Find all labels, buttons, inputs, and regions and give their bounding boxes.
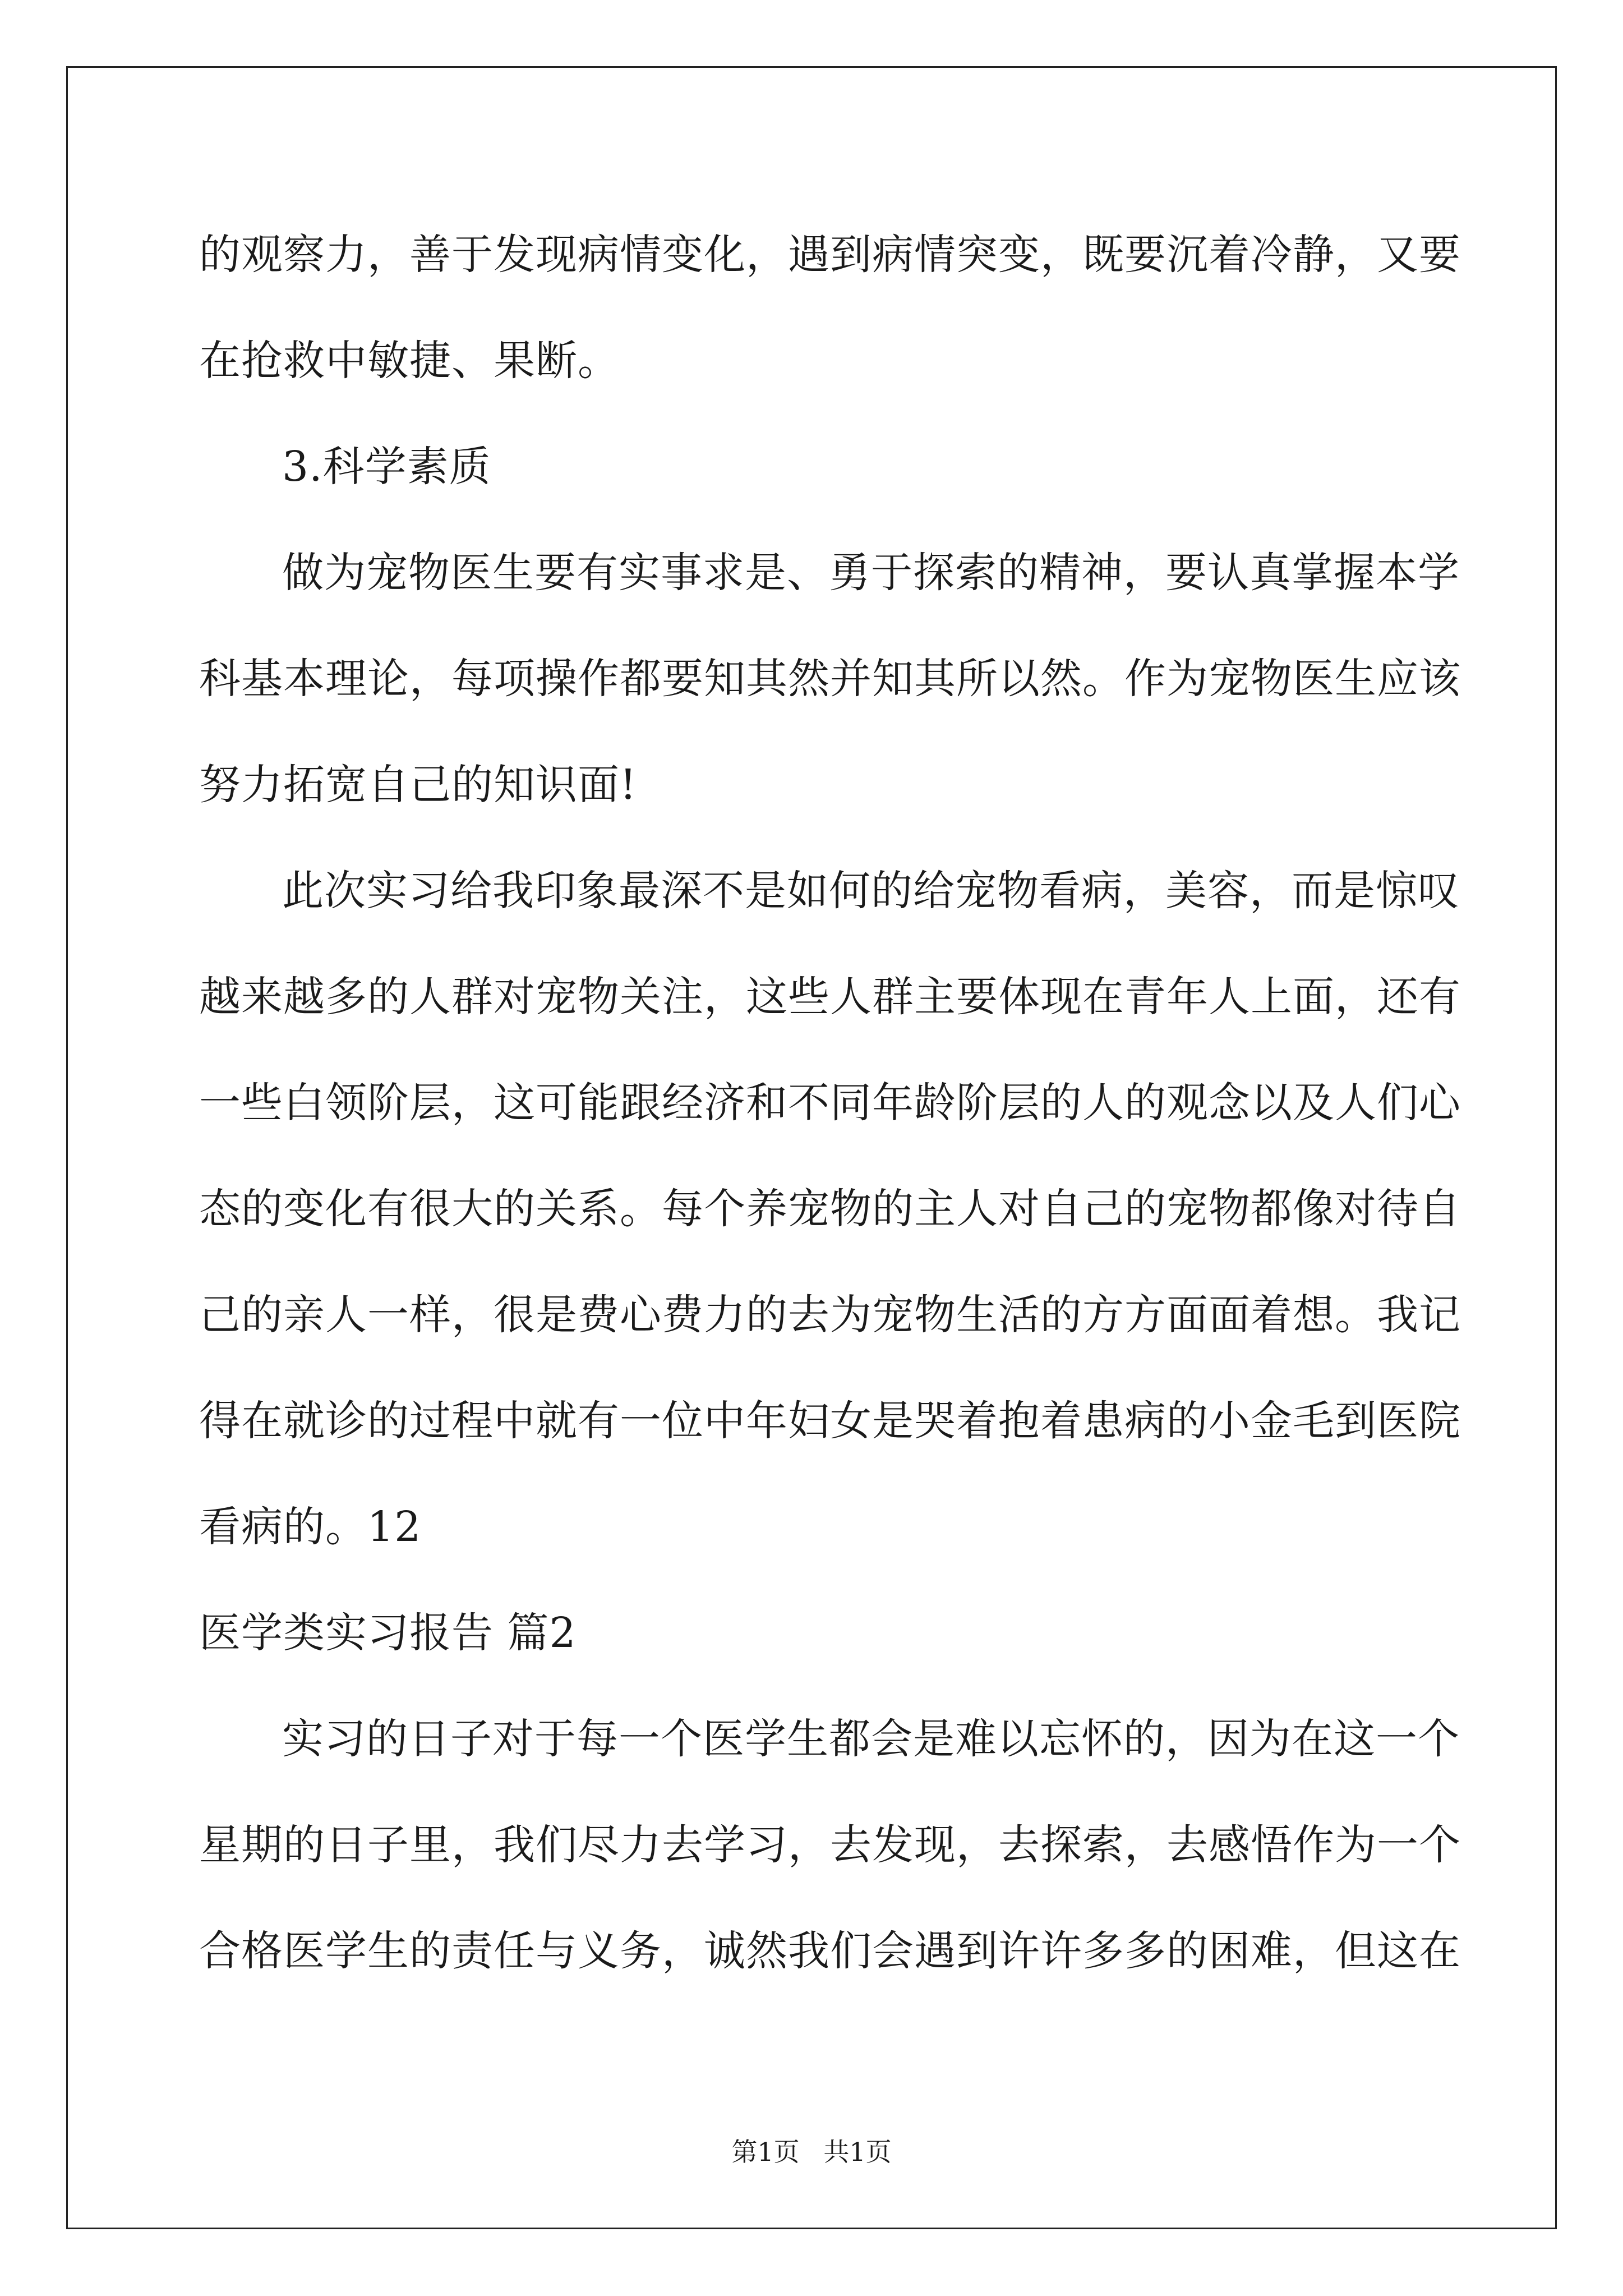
text-line-6: 努力拓宽自己的知识面! [199, 761, 637, 809]
page-number-total: 共1页 [823, 2137, 892, 2167]
text-line-12: 得在就诊的过程中就有一位中年妇女是哭着抱着患病的小金毛到医院 [199, 1397, 1461, 1445]
text-line-9: 一些白领阶层，这可能跟经济和不同年龄阶层的人的观念以及人们心 [199, 1079, 1461, 1127]
section-heading: 医学类实习报告 篇2 [199, 1609, 577, 1657]
page-number-current: 第1页 [731, 2137, 800, 2167]
text-line-13: 看病的。12 [199, 1503, 422, 1551]
text-line-2: 在抢救中敏捷、果断。 [199, 337, 620, 385]
text-line-8: 越来越多的人群对宠物关注，这些人群主要体现在青年人上面，还有 [199, 973, 1461, 1021]
text-line-3: 3.科学素质 [282, 443, 491, 491]
text-line-17: 合格医学生的责任与义务，诚然我们会遇到许许多多的困难，但这在 [199, 1927, 1461, 1975]
text-line-15: 实习的日子对于每一个医学生都会是难以忘怀的，因为在这一个 [282, 1715, 1460, 1763]
text-line-10: 态的变化有很大的关系。每个养宠物的主人对自己的宠物都像对待自 [199, 1185, 1461, 1233]
document-body [199, 202, 1461, 2004]
text-line-11: 己的亲人一样，很是费心费力的去为宠物生活的方方面面着想。我记 [199, 1291, 1461, 1339]
page-footer [0, 2132, 1623, 2169]
text-line-5: 科基本理论，每项操作都要知其然并知其所以然。作为宠物医生应该 [199, 655, 1461, 703]
text-line-1: 的观察力，善于发现病情变化，遇到病情突变，既要沉着冷静，又要 [199, 231, 1461, 279]
text-line-16: 星期的日子里，我们尽力去学习，去发现，去探索，去感悟作为一个 [199, 1821, 1461, 1869]
text-line-4: 做为宠物医生要有实事求是、勇于探索的精神，要认真掌握本学 [282, 549, 1460, 597]
text-line-7: 此次实习给我印象最深不是如何的给宠物看病，美容，而是惊叹 [282, 867, 1460, 915]
